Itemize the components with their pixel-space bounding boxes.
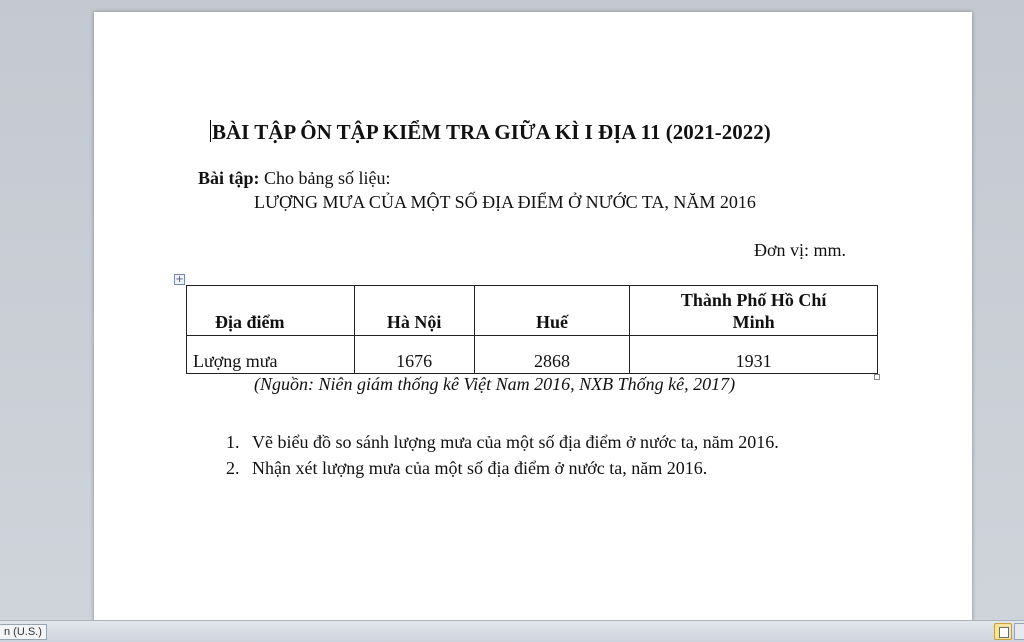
rainfall-table — [186, 285, 878, 374]
full-screen-view-icon[interactable] — [1014, 623, 1024, 640]
exercise-text: Cho bảng số liệu: — [264, 168, 391, 188]
table-row — [187, 336, 878, 374]
table-header-row — [187, 286, 878, 336]
table-header-cell: Hà Nội — [354, 286, 474, 336]
exercise-line — [198, 168, 391, 189]
text-cursor — [210, 120, 211, 142]
list-item-text: Nhận xét lượng mưa của một số địa điểm ở nước ta, năm 2016. — [252, 458, 708, 478]
document-page[interactable] — [94, 12, 972, 622]
table-source-note: (Nguồn: Niên giám thống kê Việt Nam 2016, NXB Thống kê, 2017) — [254, 374, 736, 394]
table-cell: 1931 — [630, 336, 878, 374]
table-cell: Lượng mưa — [187, 336, 355, 374]
document-title[interactable] — [210, 120, 870, 145]
table-move-handle-icon[interactable]: + — [175, 274, 184, 285]
table-header-cell: Huế — [474, 286, 630, 336]
table-cell: 1676 — [354, 336, 474, 374]
status-bar — [0, 620, 1024, 642]
list-item-text: Vẽ biểu đồ so sánh lượng mưa của một số địa điểm ở nước ta, năm 2016. — [252, 432, 779, 452]
print-layout-view-icon[interactable] — [994, 623, 1012, 640]
table-header-cell: Địa điểm — [187, 286, 355, 336]
unit-label: Đơn vị: mm. — [754, 240, 847, 260]
exercise-label: Bài tập: — [198, 168, 260, 188]
list-item-number: 1. — [226, 432, 240, 452]
list-item — [226, 432, 779, 458]
list-item — [226, 458, 779, 484]
table-cell: 2868 — [474, 336, 630, 374]
list-item-number: 2. — [226, 458, 240, 478]
status-language[interactable]: n (U.S.) — [0, 624, 47, 640]
table-title: LƯỢNG MƯA CỦA MỘT SỐ ĐỊA ĐIỂM Ở NƯỚC TA, NĂM 2016 — [254, 192, 756, 212]
document-title-text: BÀI TẬP ÔN TẬP KIỂM TRA GIỮA KÌ I ĐỊA 11 (2021-2022) — [212, 120, 771, 144]
table-header-cell: Thành Phố Hồ Chí Minh — [630, 286, 878, 336]
table-resize-handle[interactable] — [874, 374, 880, 380]
task-list — [226, 432, 779, 484]
